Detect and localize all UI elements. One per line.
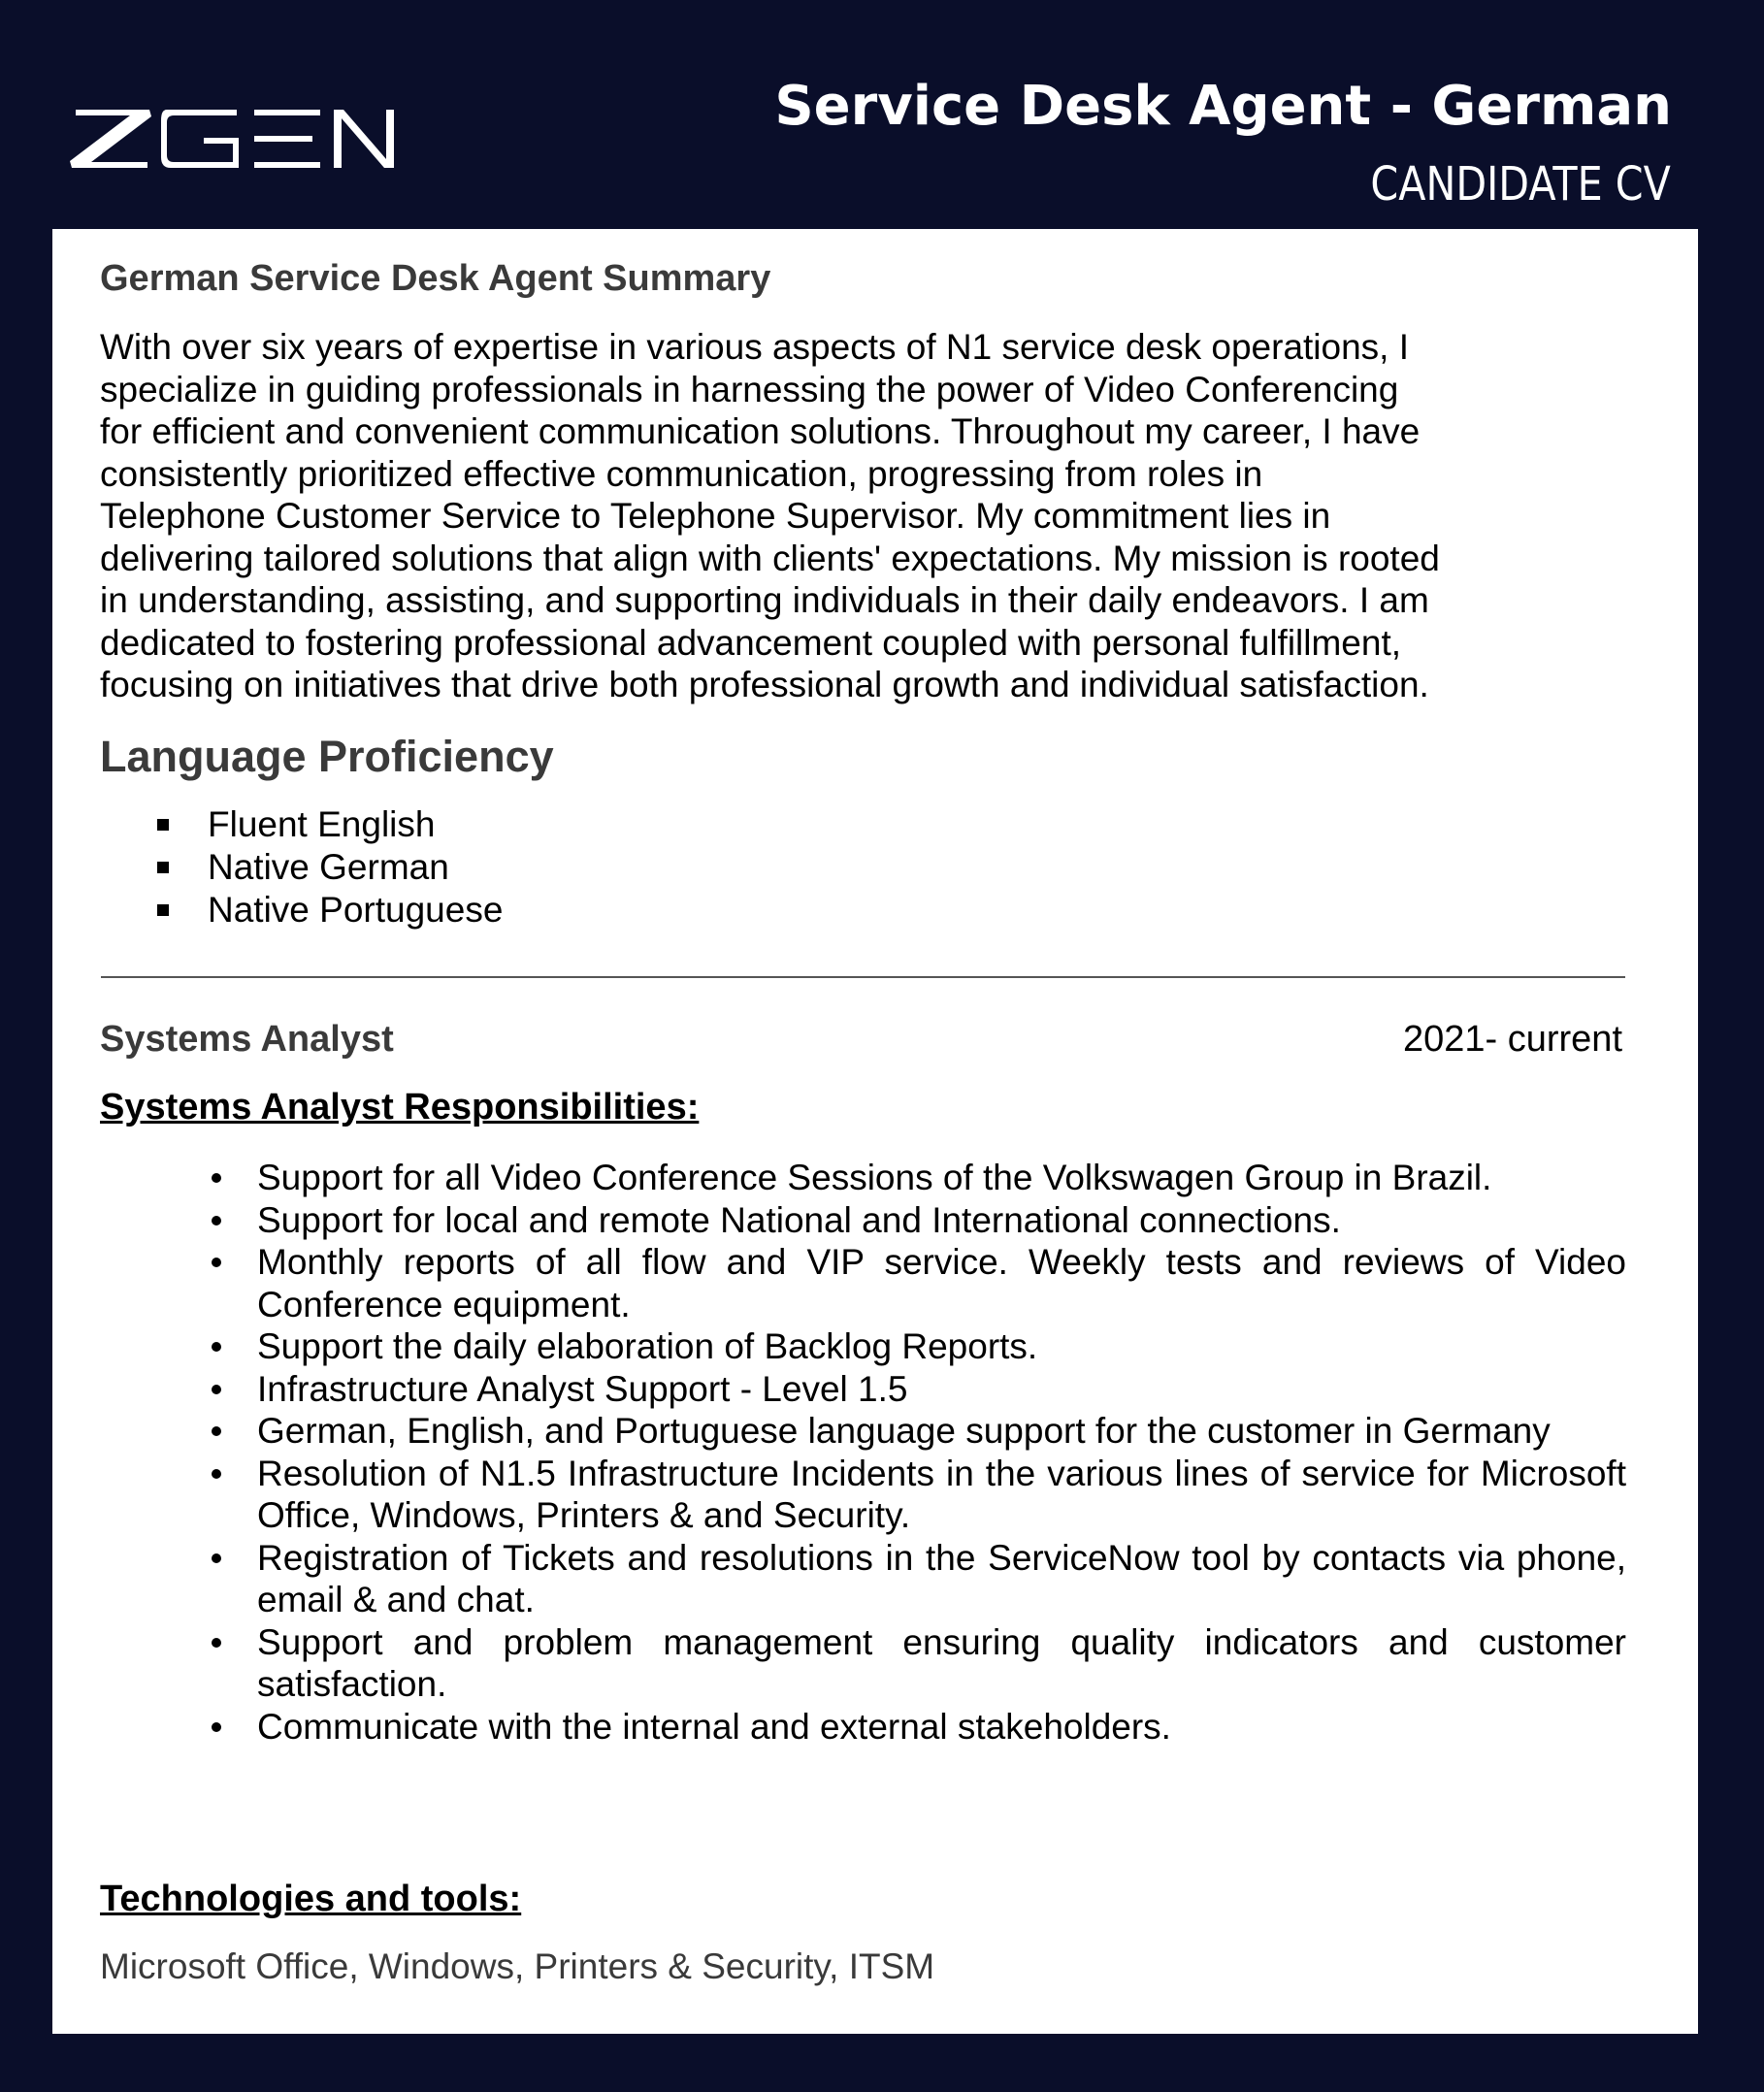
bullet-icon <box>212 1173 221 1183</box>
summary-line: specialize in guiding professionals in harnessing the power of Video Conferencing <box>100 369 1399 409</box>
language-label: Fluent English <box>208 804 436 844</box>
language-heading: Language Proficiency <box>100 732 554 781</box>
job-dates: 2021- current <box>1402 1019 1622 1060</box>
language-label: Native German <box>208 847 449 887</box>
language-label: Native Portuguese <box>208 890 504 930</box>
language-item <box>157 846 503 889</box>
responsibility-item <box>203 1157 1626 1199</box>
square-bullet-icon <box>157 862 169 873</box>
bullet-icon <box>212 1216 221 1226</box>
summary-line: focusing on initiatives that drive both professional growth and individual satisfaction. <box>100 665 1429 704</box>
language-item <box>157 889 503 932</box>
square-bullet-icon <box>157 819 169 831</box>
responsibility-text: Infrastructure Analyst Support - Level 1.5 <box>257 1368 908 1409</box>
responsibility-text: German, English, and Portuguese language support for the customer in Germany <box>257 1411 1551 1451</box>
bullet-icon <box>212 1469 221 1479</box>
responsibility-text: Support the daily elaboration of Backlog Reports. <box>257 1326 1038 1366</box>
zgen-logo <box>70 109 396 169</box>
summary-line: consistently prioritized effective communication, progressing from roles in <box>100 453 1263 494</box>
section-divider <box>101 976 1625 978</box>
responsibility-item <box>203 1199 1626 1242</box>
cv-page <box>52 229 1698 2034</box>
responsibility-text: Monthly reports of all flow and VIP service. Weekly tests and reviews of Video Conference equipment. <box>257 1242 1626 1324</box>
summary-line: Telephone Customer Service to Telephone Supervisor. My commitment lies in <box>100 496 1331 536</box>
responsibility-item <box>203 1706 1626 1749</box>
summary-line: for efficient and convenient communication solutions. Throughout my career, I have <box>100 411 1421 451</box>
responsibility-item <box>203 1621 1626 1706</box>
responsibility-text: Support and problem management ensuring quality indicators and customer satisfaction. <box>257 1621 1626 1704</box>
bullet-icon <box>212 1342 221 1352</box>
summary-line: dedicated to fostering professional advancement coupled with personal fulfillment, <box>100 622 1402 663</box>
responsibility-item <box>203 1410 1626 1453</box>
responsibility-item <box>203 1537 1626 1621</box>
responsibility-item <box>203 1325 1626 1368</box>
responsibility-item <box>203 1241 1626 1325</box>
responsibility-item <box>203 1368 1626 1411</box>
bullet-icon <box>212 1258 221 1267</box>
header-title: Service Desk Agent - German <box>774 75 1672 138</box>
square-bullet-icon <box>157 904 169 916</box>
header-subtitle: CANDIDATE CV <box>1370 157 1671 212</box>
bullet-icon <box>212 1385 221 1394</box>
language-item <box>157 803 503 846</box>
bullet-icon <box>212 1426 221 1436</box>
responsibilities-heading: Systems Analyst Responsibilities: <box>100 1087 700 1128</box>
responsibilities-list <box>203 1157 1626 1748</box>
responsibility-text: Resolution of N1.5 Infrastructure Incidents in the various lines of service for Microsoft Office, Windows, Printers & and Security. <box>257 1453 1626 1535</box>
responsibility-text: Communicate with the internal and external stakeholders. <box>257 1706 1171 1747</box>
bullet-icon <box>212 1722 221 1732</box>
summary-heading: German Service Desk Agent Summary <box>100 258 771 299</box>
responsibility-item <box>203 1453 1626 1537</box>
summary-line: With over six years of expertise in various aspects of N1 service desk operations, I <box>100 327 1410 367</box>
tools-heading: Technologies and tools: <box>100 1879 522 1919</box>
summary-paragraph <box>100 326 1440 706</box>
responsibility-text: Support for all Video Conference Sessions of the Volkswagen Group in Brazil. <box>257 1158 1492 1197</box>
bullet-icon <box>212 1638 221 1648</box>
tools-text: Microsoft Office, Windows, Printers & Security, ITSM <box>100 1946 935 1986</box>
summary-line: in understanding, assisting, and supporting individuals in their daily endeavors. I am <box>100 580 1429 620</box>
summary-line: delivering tailored solutions that align with clients' expectations. My mission is rooted <box>100 538 1440 578</box>
bullet-icon <box>212 1553 221 1563</box>
language-list <box>157 803 503 932</box>
job-title: Systems Analyst <box>100 1019 394 1060</box>
responsibility-text: Registration of Tickets and resolutions in the ServiceNow tool by contacts via phone, email & and chat. <box>257 1537 1626 1619</box>
responsibility-text: Support for local and remote National and International connections. <box>257 1199 1341 1240</box>
